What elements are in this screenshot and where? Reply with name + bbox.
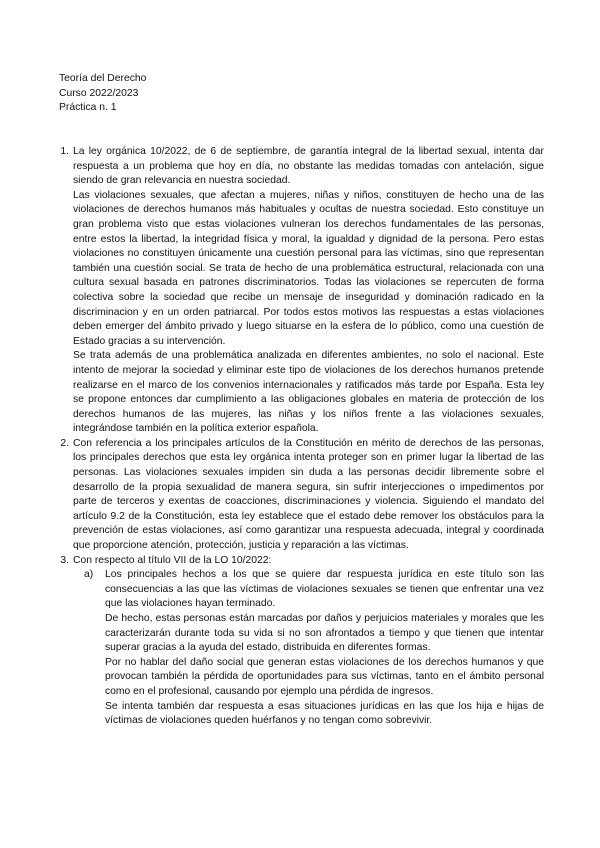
answer-3a-paragraph-3: Por no hablar del daño social que generan estas violaciones de los derechos humanos y que provocan también la pérdida de oportunidades para sus víctimas, tanto en el ámbito personal como en el profesional, causando por ejemplo una pérdida de ingresos. bbox=[105, 656, 544, 697]
answer-3 bbox=[59, 554, 544, 729]
answer-1-paragraph-3: Se trata además de una problemática analizada en diferentes ambientes, no solo el nacional. Este intento de mejorar la sociedad y eliminar este tipo de violaciones de los derechos humanos pretende realizarse en el marco de los convenios internacionales y ratificados más tarde por España. Esta ley se propone entonces dar cumplimiento a las obligaciones globales en materia de protección de los derechos humanos de las mujeres, las niñas y los niños frente a las violaciones sexuales, integrándose también en la política exterior española. bbox=[73, 350, 544, 435]
answers-list bbox=[59, 145, 544, 729]
answer-1-paragraph-2: Las violaciones sexuales, que afectan a mujeres, niñas y niños, constituyen de hecho una de las violaciones de derechos humanos más habituales y ocultas de nuestra sociedad. Esto constituye un gran problema visto que estas violaciones vulneran los derechos fundamentales de las personas, entre estos la libertad, la integridad física y moral, la igualdad y dignidad de la persona. Pero estas violaciones no constituyen únicamente una cuestión personal para las víctimas, sino que representan también una cuestión social. Se trata de hecho de una problemática estructural, relacionada con una cultura sexual basada en patrones discriminatorios. Todas las violaciones se repercuten de forma colectiva sobre la sociedad que recibe un mensaje de inseguridad y dominación radicado en la discriminacion y en un orden patriarcal. Por todos estos motivos las respuestas a estas violaciones deben emerger del ámbito privado y luego situarse en la esfera de lo público, como una cuestión de Estado gracias a su intervención. bbox=[73, 189, 544, 347]
subject-title: Teoría del Derecho bbox=[59, 73, 147, 84]
answer-3a bbox=[73, 568, 544, 729]
answer-number: 2. bbox=[60, 437, 69, 449]
answer-1-paragraph-1: La ley orgánica 10/2022, de 6 de septiembre, de garantía integral de la libertad sexual, intenta dar respuesta a un problema que hoy en día, no obstante las medidas tomadas con antelación, sigue siendo de gran relevancia en nuestra sociedad. bbox=[73, 146, 544, 187]
course-year: Curso 2022/2023 bbox=[59, 87, 139, 99]
answer-2 bbox=[59, 437, 544, 554]
answer-number: 1. bbox=[60, 146, 69, 157]
document-header bbox=[59, 72, 359, 116]
answer-1 bbox=[59, 145, 544, 437]
answer-3a-paragraph-2: De hecho, estas personas están marcadas por daños y perjuicios materiales y morales que les caracterizarán durante toda su vida si no son afrontados a tiempo y que tienen que intentar superar gracias a la ayuda del estado, distribuida en diferentes formas. bbox=[105, 613, 544, 654]
practice-number: Práctica n. 1 bbox=[59, 102, 117, 114]
answer-3-sublist bbox=[73, 568, 544, 729]
answer-3a-paragraph-1: Los principales hechos a los que se quiere dar respuesta jurídica en este título son las consecuencias a las que las víctimas de violaciones sexuales se tienen que enfrentar una vez que las violaciones hayan terminado. bbox=[105, 569, 544, 610]
answer-2-paragraph-1: Con referencia a los principales artículos de la Constitución en mérito de derechos de las personas, los principales derechos que esta ley orgánica intenta proteger son en primer lugar la libertad de las personas. Las violaciones sexuales impiden sin duda a las personas decidir libremente sobre el desarrollo de la propia sexualidad de manera segura, sin sufrir interjecciones o impedimentos por parte de terceros y exentas de coacciones, discriminaciones y violencia. Siguiendo el mandato del artículo 9.2 de la Constitución, esta ley establece que el estado debe remover los obstáculos para la prevención de estas violaciones, así como garantizar una respuesta adecuada, integral y coordinada que proporcione atención, protección, justicia y reparación a las víctimas. bbox=[73, 437, 544, 552]
answer-3a-paragraph-4: Se intenta también dar respuesta a esas situaciones jurídicas en las que los hija e hijas de víctimas de violaciones queden huérfanos y no tengan como sobrevivir. bbox=[105, 700, 544, 727]
answer-number: 3. bbox=[60, 554, 69, 566]
subitem-letter: a) bbox=[84, 569, 94, 581]
answer-3-intro: Con respecto al título VII de la LO 10/2022: bbox=[73, 554, 272, 566]
